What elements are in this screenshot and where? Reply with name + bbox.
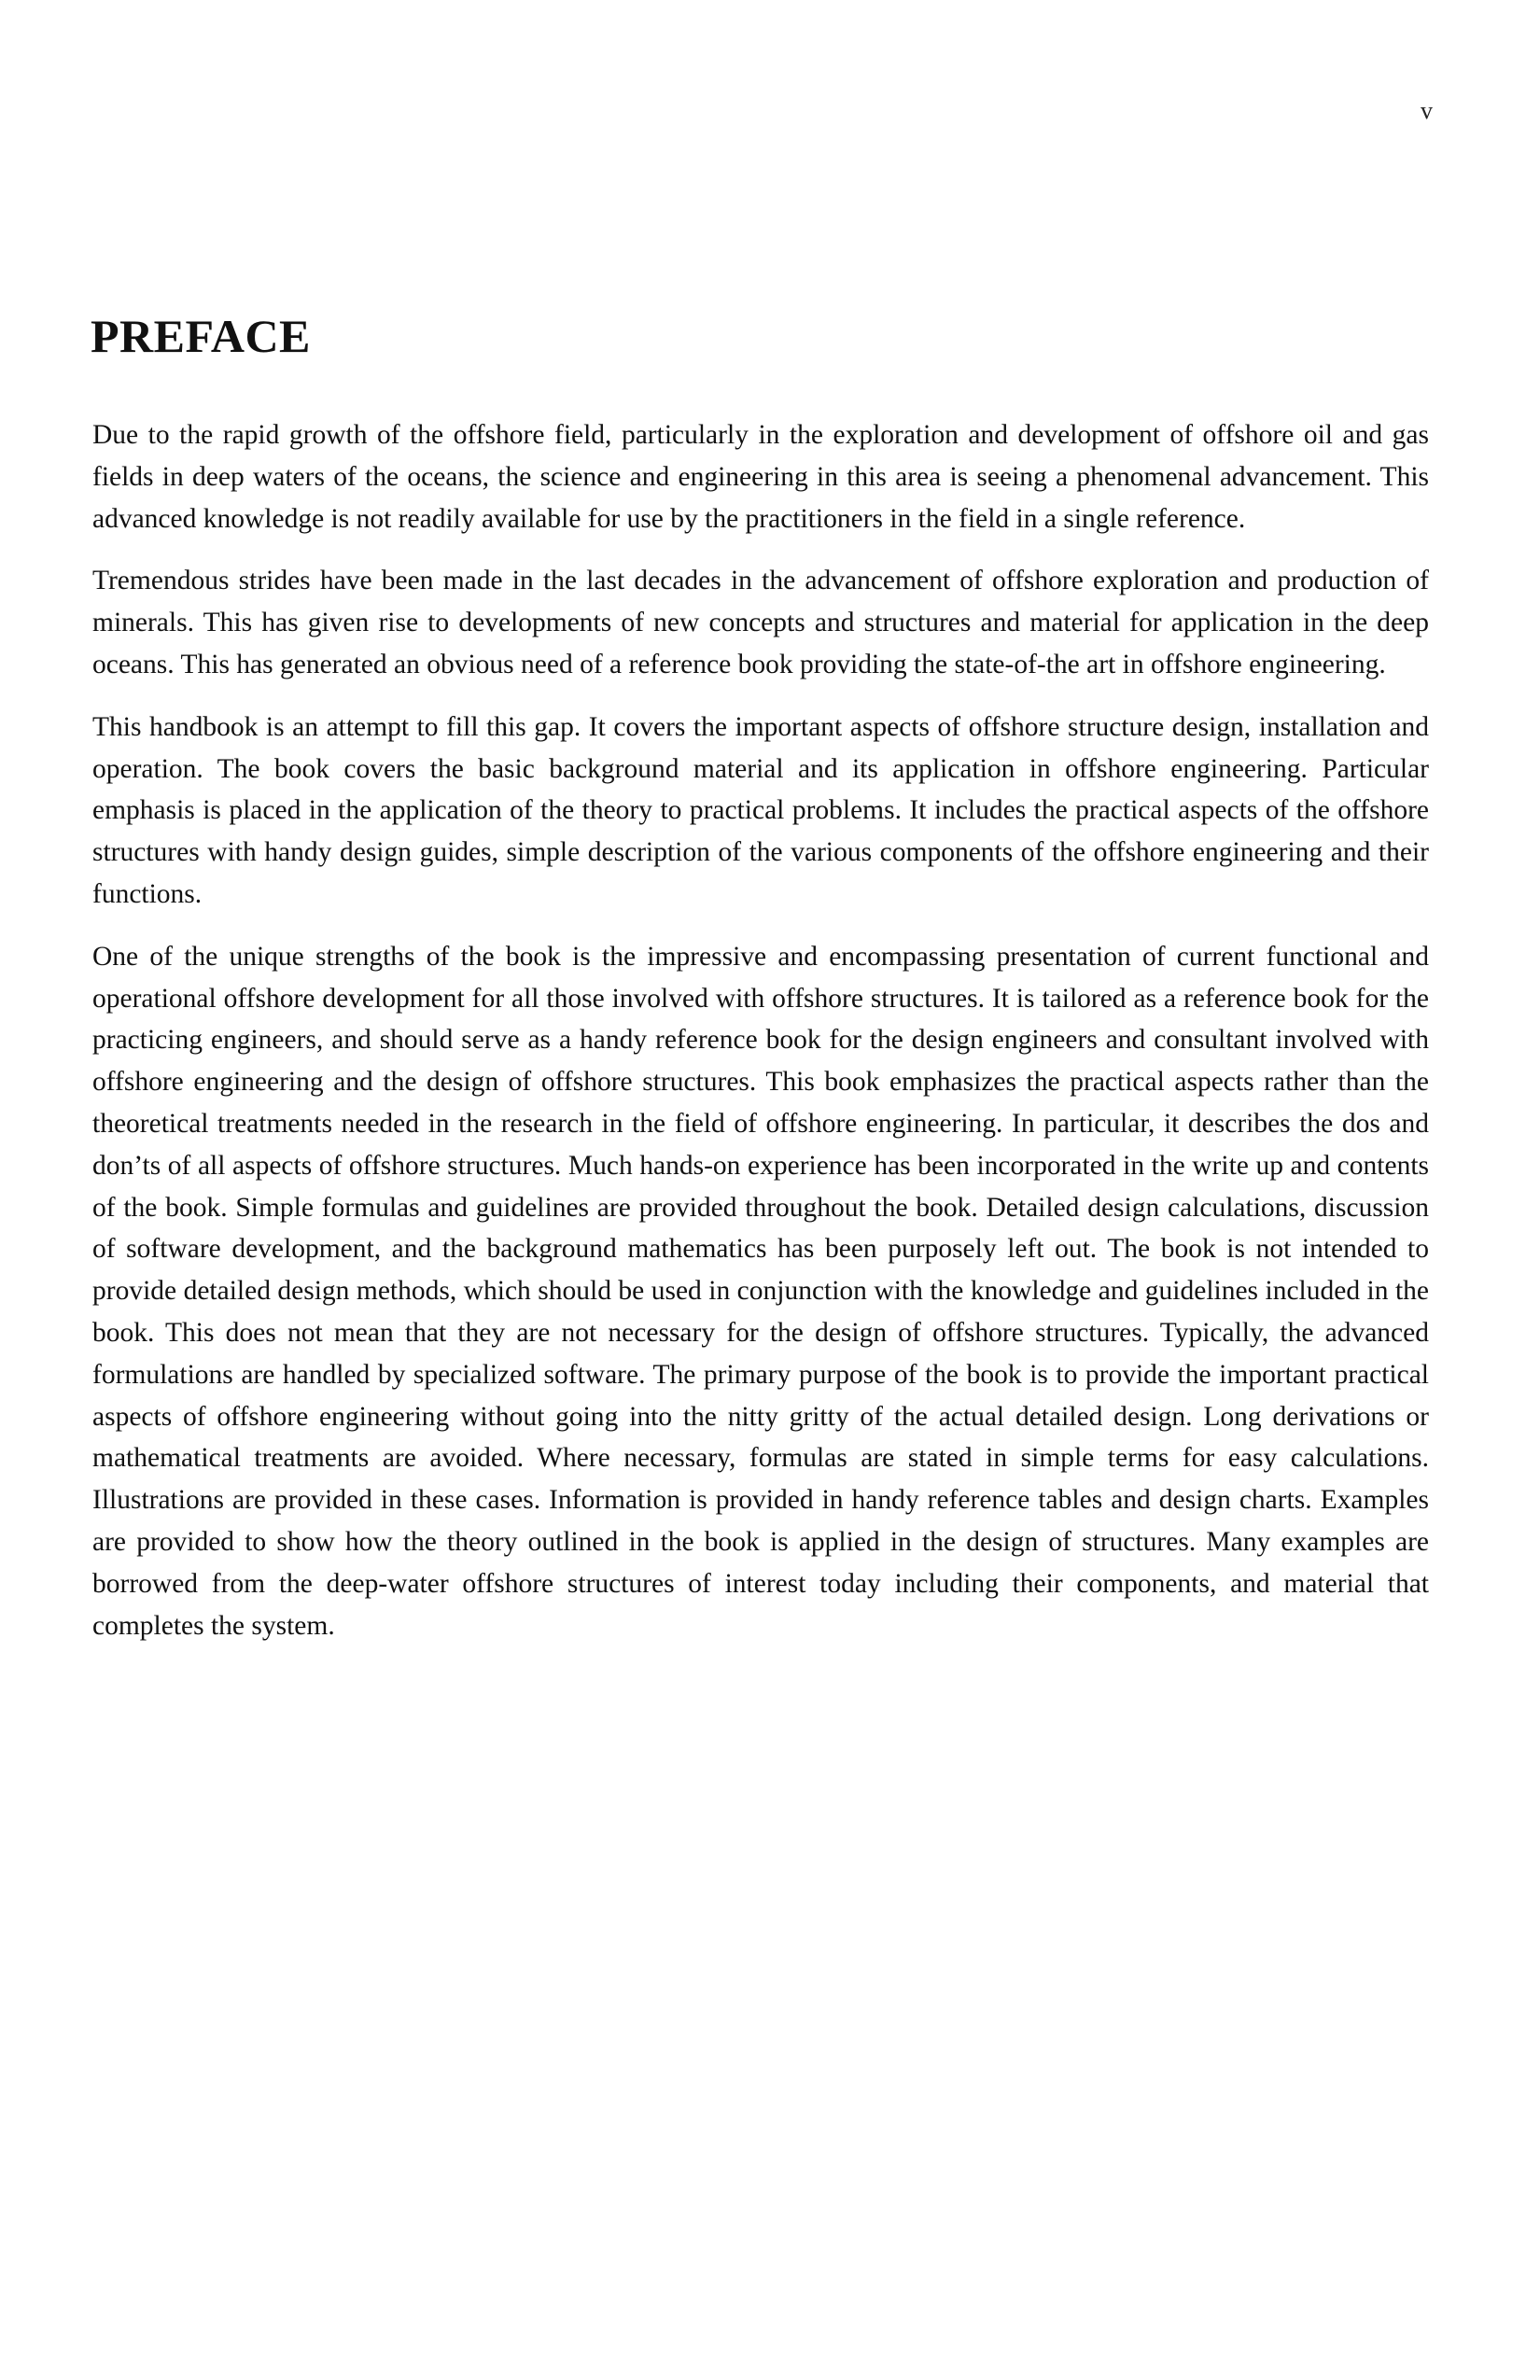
page-number: v (1421, 97, 1433, 124)
preface-body (92, 414, 1429, 1667)
page-title: PREFACE (91, 310, 311, 362)
paragraph: Due to the rapid growth of the offshore field, particularly in the exploration and development of offshore oil and gas fields in deep waters of the oceans, the science and engineering in this area is seeing a phenomenal advancement. This advanced knowledge is not readily available for use by the practitioners in the field in a single reference. (92, 420, 1429, 534)
paragraph: One of the unique strengths of the book is the impressive and encompassing presentation of current functional and operational offshore development for all those involved with offshore structures. It is tailored as a reference book for the practicing engineers, and should serve as a handy reference book for the design engineers and consultant involved with offshore engineering and the design of offshore structures. This book emphasizes the practical aspects rather than the theoretical treatments needed in the research in the field of offshore engineering. In particular, it describes the dos and don’ts of all aspects of offshore structures. Much hands-on experience has been incorporated in the write up and contents of the book. Simple formulas and guidelines are provided throughout the book. Detailed design calculations, discussion of software development, and the background mathematics has been purposely left out. The book is not intended to provide detailed design methods, which should be used in conjunction with the knowledge and guidelines included in the book. This does not mean that they are not necessary for the design of offshore structures. Typically, the advanced formulations are handled by specialized software. The primary purpose of the book is to provide the important practical aspects of offshore engineering without going into the nitty gritty of the actual detailed design. Long derivations or mathematical treatments are avoided. Where necessary, formulas are stated in simple terms for easy calculations. Illustrations are provided in these cases. Information is provided in handy reference tables and design charts. Examples are provided to show how the theory outlined in the book is applied in the design of structures. Many examples are borrowed from the deep-water offshore structures of interest today including their components, and material that completes the system. (92, 941, 1429, 1641)
paragraph: This handbook is an attempt to fill this gap. It covers the important aspects of offshore structure design, installation and operation. The book covers the basic background material and its application in offshore engineering. Particular emphasis is placed in the application of the theory to practical problems. It includes the practical aspects of the offshore structures with handy design guides, simple description of the various components of the offshore engineering and their functions. (92, 711, 1429, 909)
paragraph: Tremendous strides have been made in the last decades in the advancement of offshore exploration and production of minerals. This has given rise to developments of new concepts and structures and material for application in the deep oceans. This has generated an obvious need of a reference book providing the state-of-the art in offshore engineering. (92, 566, 1429, 679)
